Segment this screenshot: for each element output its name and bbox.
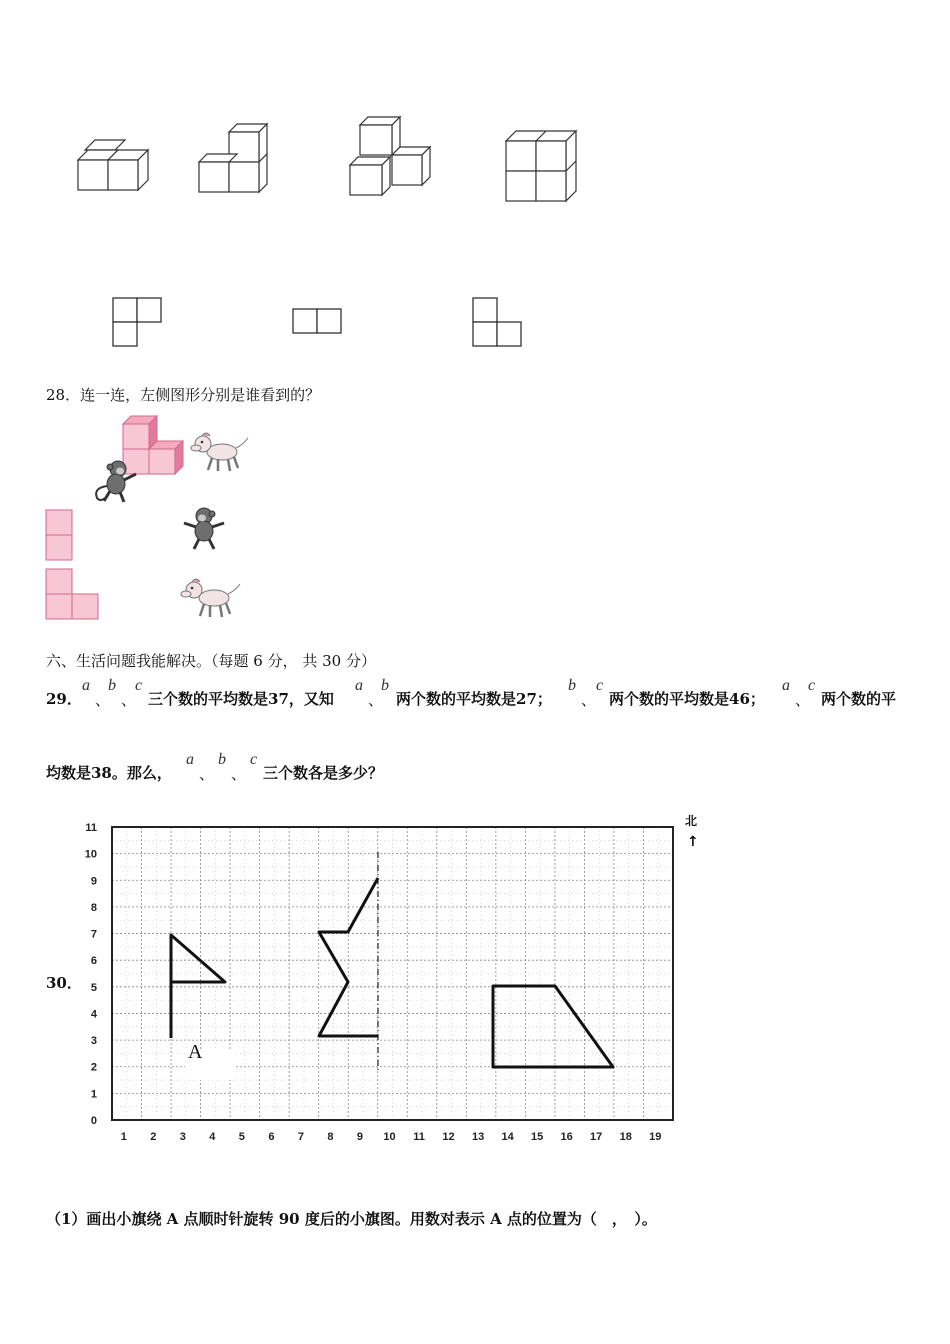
point-a-label: A [188, 1041, 203, 1063]
north-arrow-icon: ↑ [687, 834, 699, 850]
q29-text-1: 三个数的平均数是37，又知 [148, 690, 334, 708]
var-b: b [381, 677, 389, 694]
q29-text-6: 三个数各是多少？ [263, 764, 384, 782]
q28-number: 28． [46, 386, 81, 404]
x-tick-label: 7 [297, 1131, 304, 1143]
coordinate-grid [75, 810, 715, 1150]
q29-text-4: 两个数的平 [821, 690, 897, 708]
cube-figure-2 [197, 122, 277, 197]
cube-figure-1 [75, 135, 155, 195]
pink-view-1 [45, 509, 75, 563]
y-tick-label: 11 [85, 822, 97, 834]
y-tick-label: 9 [90, 875, 97, 888]
x-tick-label: 14 [501, 1131, 514, 1143]
cube-figure-4 [503, 128, 583, 208]
x-tick-label: 8 [327, 1131, 334, 1143]
y-tick-label: 5 [90, 981, 97, 994]
x-tick-label: 17 [590, 1131, 603, 1143]
separator: 、 [95, 691, 111, 709]
var-a: a [355, 677, 363, 694]
var-c: c [250, 751, 258, 768]
x-tick-label: 15 [531, 1131, 544, 1143]
dog-icon [190, 430, 250, 475]
x-tick-label: 2 [150, 1131, 157, 1143]
q29-text-5: 均数是38。那么， [46, 764, 172, 782]
var-c: c [808, 677, 816, 694]
separator: 、 [795, 691, 811, 709]
y-tick-label: 7 [90, 928, 97, 941]
flat-view-2 [292, 308, 344, 336]
x-tick-label: 10 [383, 1131, 396, 1143]
x-tick-label: 3 [179, 1131, 186, 1143]
x-tick-label: 11 [413, 1131, 425, 1143]
y-tick-label: 0 [90, 1115, 97, 1127]
x-tick-label: 18 [619, 1131, 632, 1143]
y-tick-label: 3 [90, 1035, 97, 1048]
cube-figure-3 [348, 113, 438, 198]
north-label: 北 [685, 814, 698, 828]
var-b: b [108, 677, 116, 694]
separator: 、 [581, 691, 597, 709]
var-c: c [135, 677, 143, 694]
x-tick-label: 12 [442, 1131, 455, 1143]
x-tick-label: 4 [209, 1131, 216, 1143]
var-a: a [782, 677, 790, 694]
var-c: c [596, 677, 604, 694]
var-a: a [82, 677, 90, 694]
q29-number: 29． [46, 690, 82, 708]
var-b: b [568, 677, 576, 694]
monkey-icon [92, 458, 140, 506]
dog-icon [180, 576, 242, 621]
q30-number: 30． [46, 974, 82, 992]
flat-view-3 [472, 297, 524, 349]
separator: 、 [121, 691, 137, 709]
q29-text-2: 两个数的平均数是27； [396, 690, 552, 708]
section6-heading: 六、生活问题我能解决。（每题 6 分， 共 30 分） [46, 652, 376, 670]
monkey-icon [180, 505, 230, 553]
pink-view-2 [45, 568, 101, 622]
var-b: b [218, 751, 226, 768]
x-tick-label: 1 [120, 1131, 127, 1143]
q28-text: 连一连，左侧图形分别是谁看到的？ [80, 386, 321, 404]
y-tick-label: 10 [84, 848, 97, 861]
separator: 、 [368, 691, 384, 709]
q29-text-3: 两个数的平均数是46； [609, 690, 765, 708]
x-tick-label: 16 [560, 1131, 573, 1143]
separator: 、 [199, 765, 215, 783]
q30-sub1: （1）画出小旗绕 A 点顺时针旋转 90 度后的小旗图。用数对表示 A 点的位置为（ ， ）。 [46, 1210, 657, 1228]
y-tick-label: 6 [90, 955, 97, 968]
y-tick-label: 2 [90, 1061, 97, 1074]
x-tick-label: 5 [238, 1131, 245, 1143]
y-tick-label: 8 [90, 901, 97, 914]
y-tick-label: 1 [90, 1088, 97, 1101]
var-a: a [186, 751, 194, 768]
y-tick-label: 4 [90, 1008, 97, 1021]
x-tick-label: 19 [649, 1131, 662, 1143]
x-tick-label: 6 [268, 1131, 275, 1143]
q28-line [46, 385, 320, 405]
x-tick-label: 9 [356, 1131, 364, 1143]
x-tick-label: 13 [471, 1131, 485, 1143]
separator: 、 [231, 765, 247, 783]
flat-view-1 [112, 297, 164, 349]
